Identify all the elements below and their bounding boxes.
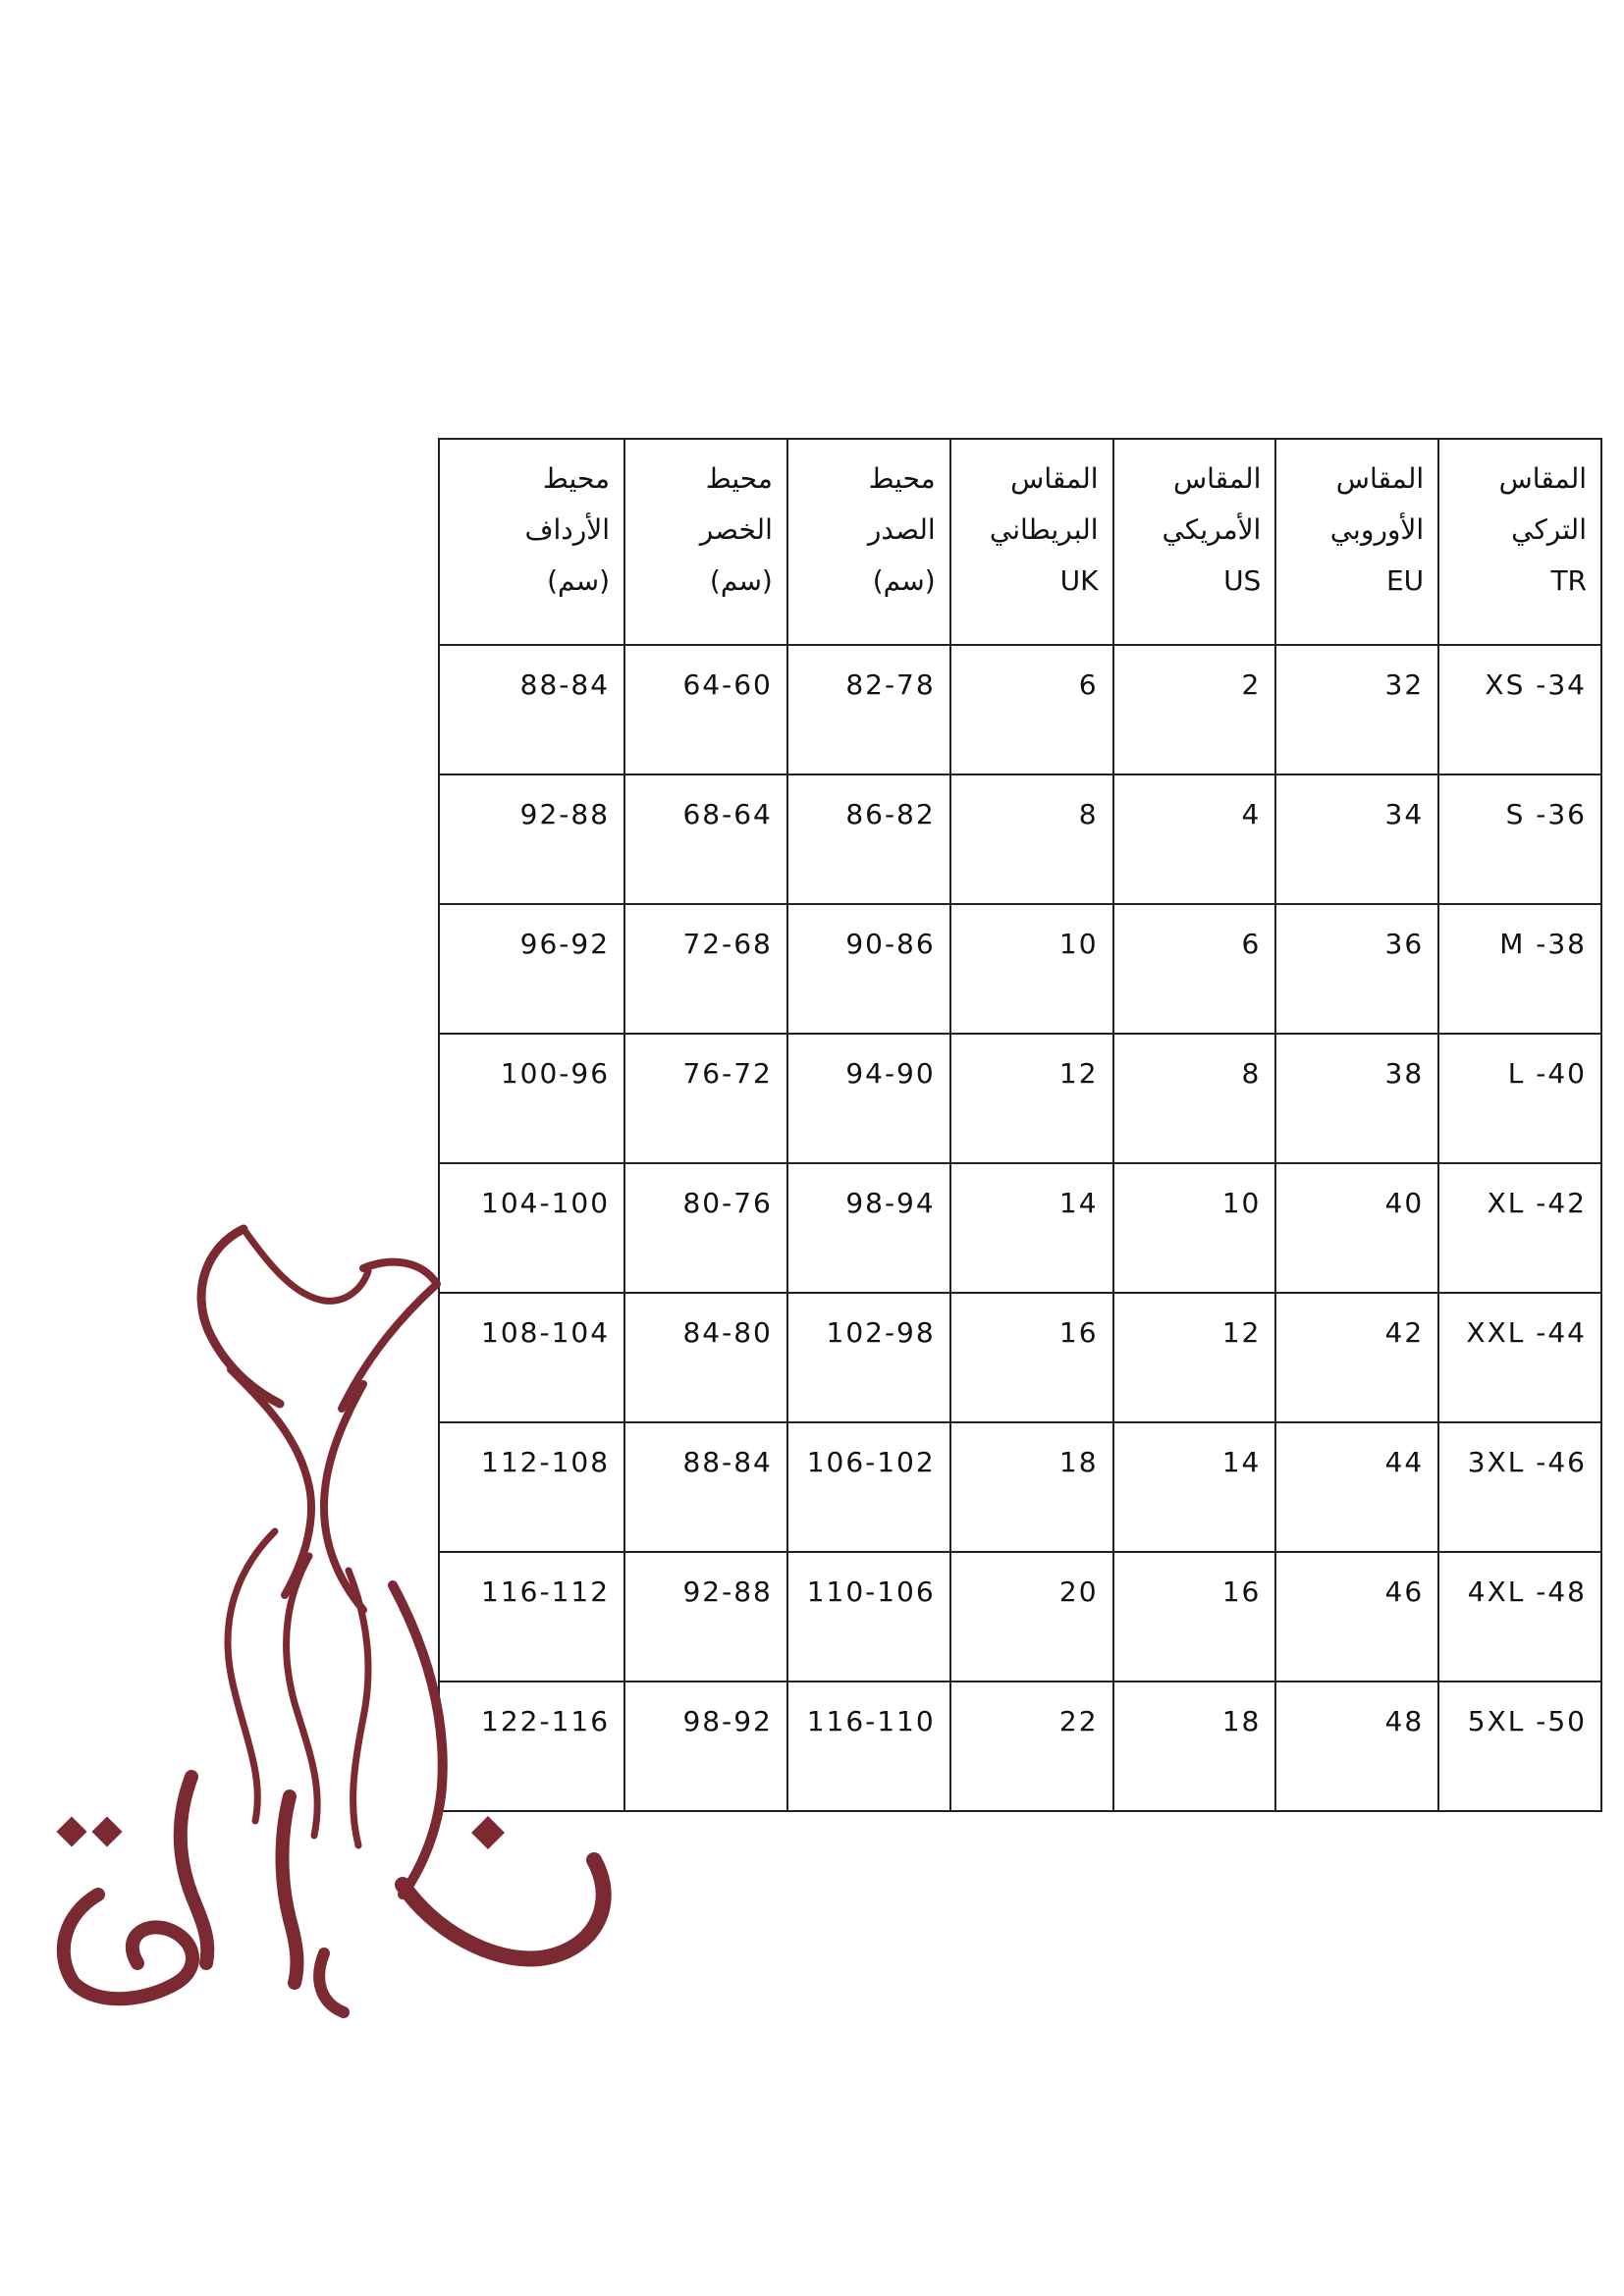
header-eu-size: المقاس الأوروبي EU — [1275, 439, 1438, 645]
cell-uk-size: 14 — [950, 1163, 1113, 1293]
table-header-row — [439, 439, 1601, 645]
cell-bust: 90-86 — [787, 904, 950, 1034]
header-waist: محيط الخصر (سم) — [624, 439, 787, 645]
cell-us-size: 12 — [1113, 1293, 1276, 1422]
cell-uk-size: 20 — [950, 1552, 1113, 1682]
cell-hips: 116-112 — [439, 1552, 624, 1682]
cell-hips: 96-92 — [439, 904, 624, 1034]
cell-hips: 112-108 — [439, 1422, 624, 1552]
cell-uk-size: 8 — [950, 774, 1113, 904]
cell-us-size: 16 — [1113, 1552, 1276, 1682]
logo-stroke — [403, 1860, 604, 1958]
cell-uk-size: 18 — [950, 1422, 1113, 1552]
logo-stroke — [393, 1585, 443, 1895]
cell-us-size: 18 — [1113, 1682, 1276, 1811]
logo-stroke — [319, 1953, 344, 2012]
cell-uk-size: 6 — [950, 645, 1113, 774]
cell-uk-size: 16 — [950, 1293, 1113, 1422]
cell-waist: 72-68 — [624, 904, 787, 1034]
cell-us-size: 2 — [1113, 645, 1276, 774]
cell-bust: 102-98 — [787, 1293, 950, 1422]
cell-eu-size: 46 — [1275, 1552, 1438, 1682]
cell-waist: 98-92 — [624, 1682, 787, 1811]
cell-bust: 94-90 — [787, 1034, 950, 1163]
cell-bust: 98-94 — [787, 1163, 950, 1293]
header-uk-size: المقاس البريطاني UK — [950, 439, 1113, 645]
cell-waist: 80-76 — [624, 1163, 787, 1293]
cell-eu-size: 36 — [1275, 904, 1438, 1034]
cell-bust: 82-78 — [787, 645, 950, 774]
cell-eu-size: 32 — [1275, 645, 1438, 774]
cell-us-size: 14 — [1113, 1422, 1276, 1552]
logo-dot — [56, 1816, 86, 1846]
cell-tr-size: 4XL -48 — [1438, 1552, 1601, 1682]
cell-uk-size: 12 — [950, 1034, 1113, 1163]
table-row — [439, 645, 1601, 774]
header-bust: محيط الصدر (سم) — [787, 439, 950, 645]
cell-eu-size: 48 — [1275, 1682, 1438, 1811]
brand-logo — [29, 1207, 619, 2042]
cell-tr-size: L -40 — [1438, 1034, 1601, 1163]
cell-eu-size: 42 — [1275, 1293, 1438, 1422]
cell-us-size: 6 — [1113, 904, 1276, 1034]
cell-eu-size: 44 — [1275, 1422, 1438, 1552]
logo-dot — [471, 1816, 505, 1849]
header-hips: محيط الأرداف (سم) — [439, 439, 624, 645]
header-us-size: المقاس الأمريكي US — [1113, 439, 1276, 645]
cell-hips: 104-100 — [439, 1163, 624, 1293]
cell-uk-size: 22 — [950, 1682, 1113, 1811]
cell-waist: 88-84 — [624, 1422, 787, 1552]
cell-tr-size: 5XL -50 — [1438, 1682, 1601, 1811]
cell-hips: 100-96 — [439, 1034, 624, 1163]
cell-tr-size: M -38 — [1438, 904, 1601, 1034]
cell-waist: 64-60 — [624, 645, 787, 774]
logo-stroke — [228, 1531, 275, 1821]
cell-us-size: 4 — [1113, 774, 1276, 904]
logo-stroke — [64, 1895, 192, 1999]
cell-waist: 84-80 — [624, 1293, 787, 1422]
cell-waist: 76-72 — [624, 1034, 787, 1163]
cell-waist: 68-64 — [624, 774, 787, 904]
table-row — [439, 1034, 1601, 1163]
cell-tr-size: S -36 — [1438, 774, 1601, 904]
table-row — [439, 774, 1601, 904]
table-row — [439, 904, 1601, 1034]
cell-bust: 86-82 — [787, 774, 950, 904]
logo-stroke — [324, 1384, 363, 1610]
cell-uk-size: 10 — [950, 904, 1113, 1034]
cell-tr-size: XS -34 — [1438, 645, 1601, 774]
cell-waist: 92-88 — [624, 1552, 787, 1682]
cell-us-size: 10 — [1113, 1163, 1276, 1293]
cell-us-size: 8 — [1113, 1034, 1276, 1163]
cell-hips: 122-116 — [439, 1682, 624, 1811]
logo-stroke — [342, 1262, 437, 1409]
header-tr-size: المقاس التركي TR — [1438, 439, 1601, 645]
cell-eu-size: 34 — [1275, 774, 1438, 904]
cell-tr-size: XXL -44 — [1438, 1293, 1601, 1422]
cell-tr-size: XL -42 — [1438, 1163, 1601, 1293]
cell-eu-size: 38 — [1275, 1034, 1438, 1163]
cell-bust: 116-110 — [787, 1682, 950, 1811]
cell-hips: 108-104 — [439, 1293, 624, 1422]
cell-eu-size: 40 — [1275, 1163, 1438, 1293]
cell-tr-size: 3XL -46 — [1438, 1422, 1601, 1552]
logo-stroke — [283, 1796, 298, 1983]
cell-hips: 88-84 — [439, 645, 624, 774]
logo-dot — [91, 1816, 122, 1846]
logo-stroke — [244, 1229, 368, 1301]
cell-bust: 106-102 — [787, 1422, 950, 1552]
cell-hips: 92-88 — [439, 774, 624, 904]
cell-bust: 110-106 — [787, 1552, 950, 1682]
